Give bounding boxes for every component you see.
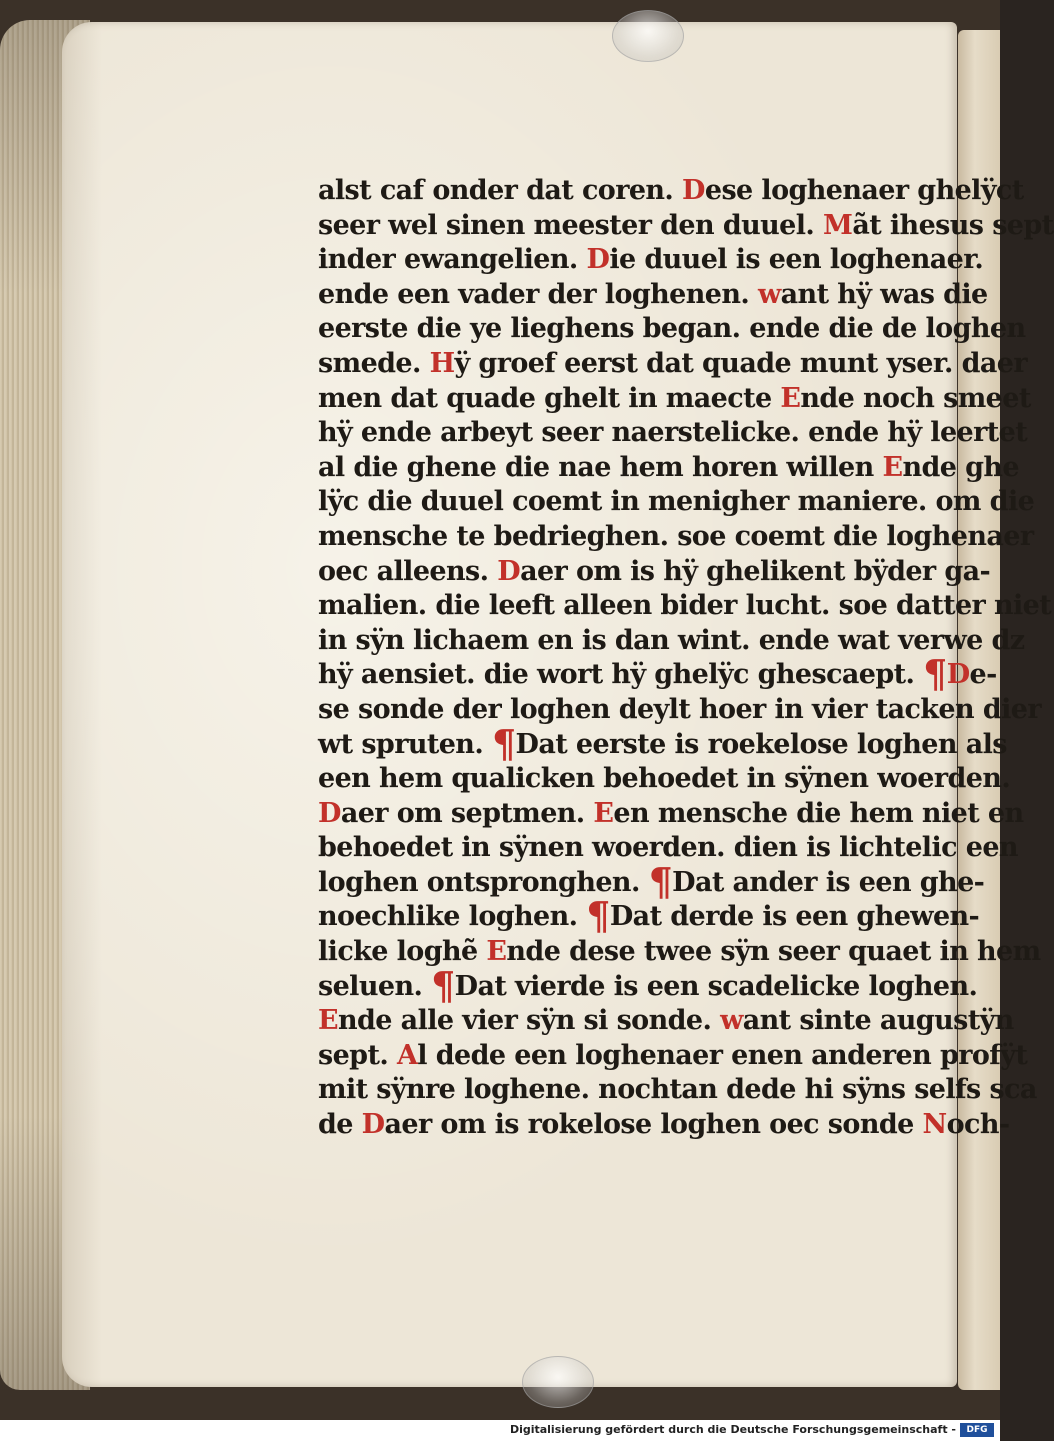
text-run: loghen ontspronghen. <box>318 866 649 898</box>
text-line <box>318 209 1054 244</box>
text-line <box>318 624 1025 659</box>
text-line <box>318 243 984 278</box>
rubricated-initial: N <box>922 1109 947 1141</box>
text-run: alst caf onder dat coren. <box>318 175 683 206</box>
text-run: e- <box>969 659 997 691</box>
pilcrow-mark: ¶ <box>586 893 610 939</box>
text-run: noechlike loghen. <box>318 901 587 933</box>
text-run: ese loghenaer ghelÿct <box>704 175 1024 206</box>
text-run: och- <box>946 1109 1010 1141</box>
text-line <box>318 174 1024 209</box>
rubricated-initial: w <box>758 278 781 310</box>
text-run: ant sinte augustÿn <box>742 1005 1014 1037</box>
text-run: oec alleens. <box>318 555 498 587</box>
text-run: aer om septmen. <box>340 797 594 829</box>
pilcrow-mark: ¶ <box>923 651 947 697</box>
text-run: de <box>318 1109 362 1141</box>
text-run: hÿ ende arbeyt seer naerstelicke. ende hÿ leertet <box>318 417 1028 449</box>
text-line <box>318 1039 1028 1074</box>
text-run: nde alle vier sÿn si sonde. <box>337 1005 721 1037</box>
rubricated-initial: H <box>429 347 455 379</box>
text-run: Dat ander is een ghe- <box>672 866 985 898</box>
text-line <box>318 962 978 1008</box>
text-run: Dat vierde is een scadelicke loghen. <box>454 970 978 1002</box>
text-run: men dat quade ghelt in maecte <box>318 382 781 414</box>
rubricated-initial: w <box>720 1005 743 1037</box>
text-run: malien. die leeft alleen bider lucht. soe datter niet <box>318 590 1052 622</box>
text-run: aer om is hÿ ghelikent bÿder ga- <box>520 555 991 587</box>
text-run: se sonde der loghen deylt hoer in vier tacken dier <box>318 693 1041 725</box>
text-run: nde ghe <box>902 451 1020 483</box>
text-line <box>318 693 1041 728</box>
text-run: eerste die ye lieghens began. ende die de loghen <box>318 313 1026 345</box>
text-line <box>318 589 1052 624</box>
text-run: lÿc die duuel coemt in menigher maniere. om die <box>318 486 1035 518</box>
rubricated-initial: E <box>882 451 903 483</box>
glass-clamp-bottom <box>522 1356 594 1408</box>
text-run: nde noch smeet <box>800 382 1031 414</box>
glass-clamp-top <box>612 10 684 62</box>
text-run: smede. <box>318 347 430 379</box>
text-line <box>318 382 1031 417</box>
text-line <box>318 831 1018 866</box>
text-line <box>318 278 988 313</box>
pilcrow-mark: ¶ <box>648 858 673 904</box>
text-run: mit sÿnre loghene. nochtan dede hi sÿns selfs sca <box>318 1074 1037 1106</box>
text-line <box>318 347 1027 382</box>
text-run: ãt ihesus sept <box>852 209 1054 241</box>
rubricated-initial: D <box>497 555 521 587</box>
rubricated-initial: D <box>946 659 970 691</box>
text-run: ant hÿ was die <box>780 278 988 310</box>
text-run: in sÿn lichaem en is dan wint. ende wat verwe dz <box>318 624 1025 656</box>
text-run: licke loghẽ <box>318 936 487 968</box>
text-line <box>318 935 1041 970</box>
text-run: behoedet in sÿnen woerden. dien is lichtelic een <box>318 832 1018 864</box>
text-run: en mensche die hem niet en <box>613 797 1024 829</box>
text-run: inder ewangelien. <box>318 244 587 276</box>
text-line <box>318 555 991 590</box>
rubricated-initial: D <box>361 1109 385 1141</box>
rubricated-initial: E <box>486 936 507 968</box>
rubricated-initial: E <box>593 797 614 829</box>
pilcrow-mark: ¶ <box>491 720 516 766</box>
text-line <box>318 762 1011 797</box>
text-run: seluen. <box>318 970 432 1002</box>
rubricated-initial: D <box>682 175 705 206</box>
text-run: Dat derde is een ghewen- <box>609 901 980 933</box>
text-line <box>318 1073 1037 1108</box>
text-line <box>318 312 1026 347</box>
text-run: l dede een loghenaer enen anderen profÿt <box>417 1039 1028 1071</box>
text-run: nde dese twee sÿn seer quaet in hem <box>506 936 1041 968</box>
text-line <box>318 651 997 697</box>
text-line <box>318 520 1034 555</box>
text-line <box>318 451 1020 486</box>
text-run: ÿ groef eerst dat quade munt yser. daer <box>454 347 1027 379</box>
dfg-logo: DFG <box>960 1423 994 1437</box>
page-text-block <box>318 174 1054 1143</box>
text-run: al die ghene die nae hem horen willen <box>318 451 883 483</box>
rubricated-initial: D <box>318 797 341 829</box>
text-run: aer om is rokelose loghen oec sonde <box>384 1109 923 1141</box>
text-run: mensche te bedrieghen. soe coemt die loghenaer <box>318 520 1034 552</box>
text-run: seer wel sinen meester den duuel. <box>318 209 824 241</box>
pilcrow-mark: ¶ <box>431 962 455 1008</box>
text-run: ie duuel is een loghenaer. <box>609 244 984 276</box>
text-line <box>318 1108 1010 1143</box>
text-run: Dat eerste is roekelose loghen als <box>515 728 1007 760</box>
text-line <box>318 720 1007 766</box>
funding-credit: Digitalisierung gefördert durch die Deutsche Forschungsgemeinschaft - <box>509 1423 956 1436</box>
text-line <box>318 416 1028 451</box>
text-run: hÿ aensiet. die wort hÿ ghelÿc ghescaept. <box>318 659 924 691</box>
footer-bar <box>0 1420 1000 1441</box>
rubricated-initial: M <box>823 209 853 241</box>
text-run: wt spruten. <box>318 728 492 760</box>
rubricated-initial: A <box>396 1039 418 1071</box>
text-run: een hem qualicken behoedet in sÿnen woerden. <box>318 763 1011 795</box>
text-line <box>318 797 1024 832</box>
text-line <box>318 1004 1014 1039</box>
rubricated-initial: D <box>586 244 610 276</box>
text-line <box>318 485 1035 520</box>
text-run: ende een vader der loghenen. <box>318 278 758 310</box>
text-run: sept. <box>318 1039 397 1071</box>
rubricated-initial: E <box>780 382 801 414</box>
rubricated-initial: E <box>318 1005 338 1037</box>
text-line <box>318 893 980 939</box>
